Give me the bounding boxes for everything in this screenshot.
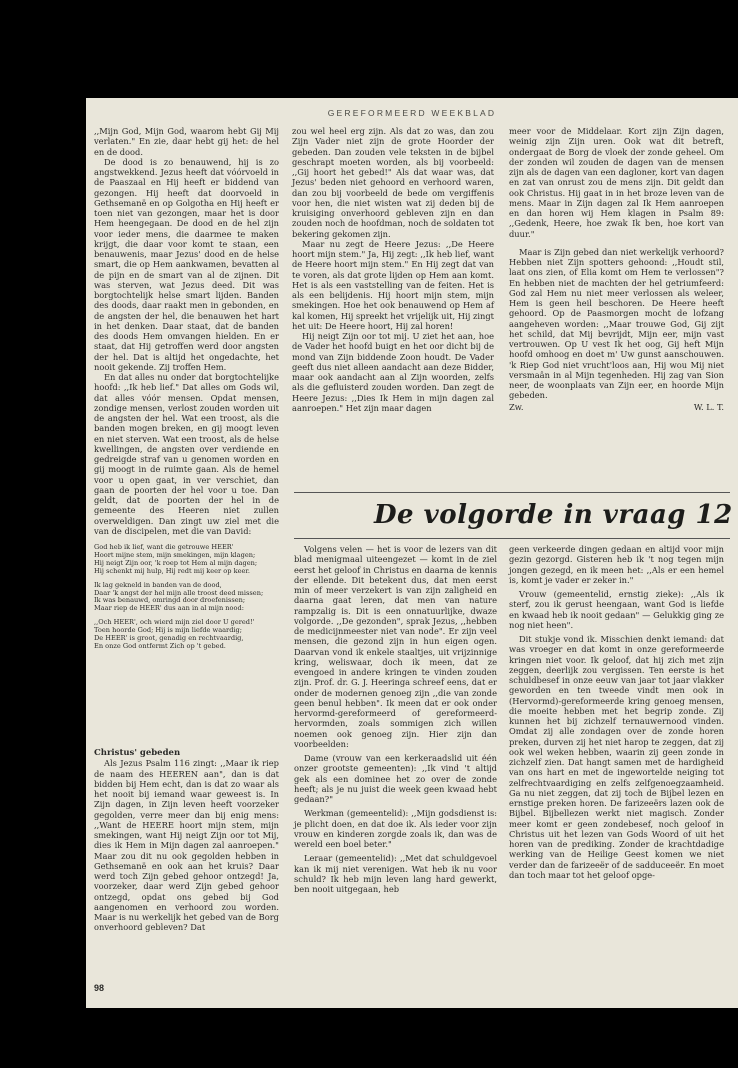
paragraph: Volgens velen — het is voor de lezers van dit blad menigmaal uiteengezet — komt in de ziel eerst het geloof in Christus en daarna de kennis der ellende. Dit betekent dus, dat men eerst min of meer verzekert is van zijn zaligheid en daarna gaat leren, dat men van nature rampzalig is. Dit is een onnatuurlijke, dwaze volgorde. ,,De gezonden", sprak Jezus, ,,hebben de medicijnmeester niet van node". Er zijn veel mensen, die gezond zijn in hun eigen ogen. Daarvan vond ik enkele staaltjes, uit vrijzinnige kring, weliswaar, doch ik meen, dat ze evengoed in andere kringen te vinden zouden zijn. Prof. dr. G. J. Heeringa schreef eens, dat er onder de modernen genoeg zijn ,,die van zonde geen benul hebben". Ik meen dat er ook onder hervormd-gereformeerd of gereformeerd-hervormden, zoals sommigen zich willen noemen ook genoeg zijn. Hier zijn dan voorbeelden: (294, 544, 497, 749)
poem-line: Daar 'k angst der hel mijn alle troost deed missen; (94, 588, 264, 597)
divider (294, 492, 730, 493)
poem-stanza (94, 582, 279, 614)
paragraph: Dit stukje vond ik. Misschien denkt iemand: dat was vroeger en dat komt in onze gereformeerde kringen niet voor. Ik geloof, dat hij zich met zijn zeggen, deerlijk zou vergissen. Ten eerste is het schuldbesef in onze eeuw van jaar tot jaar vlakker geworden en ten tweede vindt men ook in (Hervormd)-gereformeerde kring genoeg mensen, die moeite hebben met het begrip zonde. Zij kunnen het bij zichzelf ternauwernood vinden. Omdat zij alle zondagen over de zonde horen preken, durven zij het niet harop te zeggen, dat zij ook wel weken hebben, waarin zij geen zonde in zichzelf zien. Dat hangt samen met de hardigheid van ons hart en met de ingewortelde neiging tot zelfrechtvaardiging en zelfs zelfgenoegzaamheid. Ga nu niet zeggen, dat zij toch de Bijbel lezen en ernstige preken horen. De farizeeërs lazen ook de Bijbel. Bijbellezen werkt niet magisch. Zonder meer komt er geen zondebesef, noch geloof in Christus uit het lezen van Gods Woord of uit het horen van de prediking. Zonder de krachtdadige werking van de Heilige Geest komen we niet verder dan de farizeeër of de sadduceeër. En moet dan toch maar tot het geloof opge- (509, 634, 724, 880)
paragraph: De dood is zo benauwend, hij is zo angstwekkend. Jezus heeft dat vóórvoeld in de Paaszaal en Hij heeft er biddend van gezongen. Hij heeft dat doorvoeld in Gethsemanë en op Golgotha en Hij heeft er toen niet van gezongen, maar het is door Hem heengegaan. De dood en de hel zijn voor ieder mens, die daarmee te maken krijgt, die daar voor komt te staan, een benauwenis, maar Jezus' dood en de helse smart, die op Hem aankwamen, bevatten al de pijn en de smart van al de zijnen. Dit was sterven, wat Jezus deed. Dit was borgtochtelijk helse smart lijden. Banden des doods, daar raakt men in gebonden, en de angsten der hel, die benauwen het hart in het denken. Daar staat, dat de banden des doods Hem omvangen hielden. En er staat, dat Hij getroffen werd door angsten der hel. Dat is altijd het ongedachte, het nooit gekende. Zij troffen Hem. (94, 156, 279, 372)
poem-line: En onze God ontfermt Zich op 't gebed. (94, 641, 226, 650)
poem-line: De HEER' is groot, genadig en rechtvaardig, (94, 634, 244, 643)
signature-initials: W. L. T. (693, 401, 724, 412)
paragraph: meer voor de Middelaar. Kort zijn Zijn dagen, weinig zijn Zijn uren. Ook wat dit betreft, ondergaat de Borg de vloek der zonde geheel. Om der zonden wil zouden de dagen van de mensen zijn als de dagen van een dagloner, kort van dagen en zat van onrust zou de mens zijn. Dit geldt dan ook Christus. Hij gaat in in het broze leven van de mens. Maar in Zijn dagen zal Ik Hem aanroepen en dan horen wij Hem klagen in Psalm 89: ,,Gedenk, Heere, hoe zwak Ik ben, hoe kort van duur." (509, 126, 724, 239)
poem-line: Hij schenkt mij hulp, Hij redt mij keer op keer. (94, 566, 250, 575)
paragraph: En dat alles nu onder dat borgtochtelijke hoofd: ,,Ik heb lief." Dat alles om Gods wil, dat alles vóór mensen. Opdat mensen, zondige mensen, verlost zouden worden uit de angsten der hel. Wat een troost, als die banden mogen breken, en gij moogt leven en niet sterven. Wat een troost, als de helse kwellingen, de angsten over verdiende en gedreigde straf van u genomen worden en gij moogt in de ruimte gaan. Als de hemel voor u open gaat, in ver verschiet, dan gaan de poorten der hel voor u toe. Dan geldt, dat de poorten der hel in de gemeente des Heeren niet zullen overweldigen. Dan zingt uw ziel met die van de discipelen, met die van David: (94, 372, 279, 536)
magazine-page (86, 98, 738, 1008)
column-2 (292, 126, 494, 413)
paragraph: zou wel heel erg zijn. Als dat zo was, dan zou Zijn Vader niet zijn de grote Hoorder der gebeden. Dan zouden vele teksten in de bijbel geschrapt moeten worden, als bij voorbeeld: ,,Gij hoort het gebed!" Als dat waar was, dat Jezus' beden niet gehoord en verhoord waren, dan zou bij voorbeeld de bede om vergiffenis voor hen, die niet wisten wat zij deden bij de kruisiging onverhoord gebleven zijn en dan zouden noch de hoofdman, noch de soldaten tot bekering gekomen zijn. (292, 126, 494, 239)
paragraph: Maar nu zegt de Heere Jezus: ,,De Heere hoort mijn stem." Ja, Hij zegt: ,,Ik heb lief, want de Heere hoort mijn stem." En Hij zegt dat van te voren, als dat grote lijden op Hem aan komt. Het is als een vaststelling van de feiten. Het is als een belijdenis. Hij hoort mijn stem, mijn smekingen. Hoe het ook benauwend op Hem af kal komen, Hij spreekt het vrijelijk uit, Hij zingt het uit: De Heere hoort, Hij zal horen! (292, 238, 494, 331)
poem-line: ,,Och HEER', och wierd mijn ziel door U gered!' (94, 618, 255, 627)
column-1 (94, 126, 279, 650)
poem-line: Ik was benauwd, omringd door droefenissen; (94, 596, 246, 605)
poem-line: Toen hoorde God; Hij is mijn liefde waardig; (94, 626, 242, 635)
paragraph: Maar is Zijn gebed dan niet werkelijk verhoord? Hebben niet Zijn spotters gehoond: ,,Houdt stil, laat ons zien, of Elia komt om Hem te verlossen"? En hebben niet de machten der hel getriumfeerd: God zal Hem nu niet meer verlossen als weleer, Hem is geen heil beschoren. De Heere heeft gehoord. Op de Paasmorgen mocht de lofzang aangeheven worden: ,,Maar trouwe God, Gij zijt het schild, dat Mij bevrijdt, Mijn eer, mijn vast vertrouwen. Op U vest Ik het oog, Gij heft Mijn hoofd omhoog en doet m' Uw gunst aanschouwen. 'k Riep God niet vrucht'loos aan, Hij wou Mij niet versmaân in al Mijn tegenheden. Hij zag van Sion neer, de woonplaats van Zijn eer, en hoorde Mijn gebeden. (509, 246, 724, 401)
paragraph: Als Jezus Psalm 116 zingt: ,,Maar ik riep de naam des HEEREN aan", dan is dat bidden bij Hem echt, dan is dat zo waar als het nooit bij iemand waar geweest is. In Zijn dagen, in Zijn leven heeft voorzeker gegolden, verre meer dan bij enig mens: ,,Want de HEERE hoort mijn stem, mijn smekingen, want Hij neigt Zijn oor tot Mij, dies ik Hem in Mijn dagen zal aanroepen." Maar zou dit nu ook gegolden hebben in Gethsemanë en ook aan het kruis? Daar werd toch Zijn gebed gehoor ontzegd! Ja, voorzeker, daar werd Zijn gebed gehoor ontzegd, opdat ons gebed bij God aangenomen en verhoord zou worden. Maar is nu werkelijk het gebed van de Borg onverhoord gebleven? Dat (94, 758, 279, 933)
signature-row (509, 402, 724, 412)
poem-line: Hij neigt Zijn oor, 'k roep tot Hem al mijn dagen; (94, 558, 258, 567)
poem-stanza (94, 544, 279, 576)
poem-line: Ik lag gekneld in banden van de dood, (94, 580, 222, 589)
paragraph: Hij neigt Zijn oor tot mij. U ziet het aan, hoe de Vader het hoofd buigt en het oor dicht bij de mond van Zijn biddende Zoon houdt. De Vader geeft dus niet alleen aandacht aan deze Bidder, maar ook aandacht aan al Zijn woorden, zelfs als die gefluisterd zouden worden. Dan zegt de Heere Jezus: ,,Dies Ik Hem in mijn dagen zal aanroepen." Het zijn maar dagen (292, 331, 494, 413)
poem-line: God heb ik lief, want die getrouwe HEER' (94, 543, 234, 551)
column-1-bottom (94, 748, 279, 973)
poem-stanza (94, 619, 279, 651)
signature-place: Zw. (509, 401, 524, 412)
paragraph: Vrouw (gemeentelid, ernstig zieke): ,,Als ik sterf, zou ik gerust heengaan, want God is liefde en kwaad heb ik nooit gedaan" — Gelukkig ging ze nog niet heen". (509, 589, 724, 630)
paragraph: Dame (vrouw van een kerkeraadslid uit één onzer grootste gemeenten): ,,Ik vind 't altijd gek als een dominee het zo over de zonde heeft; als je nu juist die week geen kwaad hebt gedaan?" (294, 753, 497, 804)
page-number: 98 (94, 983, 105, 993)
article-column-right (509, 544, 724, 984)
paragraph: Leraar (gemeentelid): ,,Met dat schuldgevoel kan ik mij niet verenigen. Wat heb ik nu voor schuld? Ik heb mijn leven lang hard gewerkt, ben nooit uitgegaan, heb (294, 853, 497, 894)
running-header: GEREFORMEERD WEEKBLAD (327, 108, 497, 118)
column-3 (509, 126, 724, 416)
poem-line: Maar riep de HEER' dus aan in al mijn nood: (94, 604, 244, 613)
article-title: De volgorde in vraag 12 (374, 500, 733, 530)
column-1-top (94, 126, 279, 650)
paragraph: ,,Mijn God, Mijn God, waarom hebt Gij Mij verlaten." En zie, daar hebt gij het: de hel en de dood. (94, 126, 279, 157)
paragraph: geen verkeerde dingen gedaan en altijd voor mijn gezin gezorgd. Gisteren heb ik 't nog tegen mijn jongen gezegd, en ik meen het: ,,Als er een hemel is, komt je vader er zeker in." (509, 544, 724, 585)
divider (294, 538, 730, 539)
poem-line: Hoort mijne stem, mijn smekingen, mijn klagen; (94, 550, 256, 559)
paragraph: Werkman (gemeentelid): ,,Mijn godsdienst is: je plicht doen, en dat doe ik. Als ieder voor zijn vrouw en kinderen zorgde zoals ik, dan was de wereld een boel beter." (294, 808, 497, 849)
column-1-bottom-body (94, 758, 279, 973)
psalm-quote (94, 544, 279, 651)
article-column-left (294, 544, 497, 984)
section-subheading: Christus' gebeden (94, 748, 181, 758)
